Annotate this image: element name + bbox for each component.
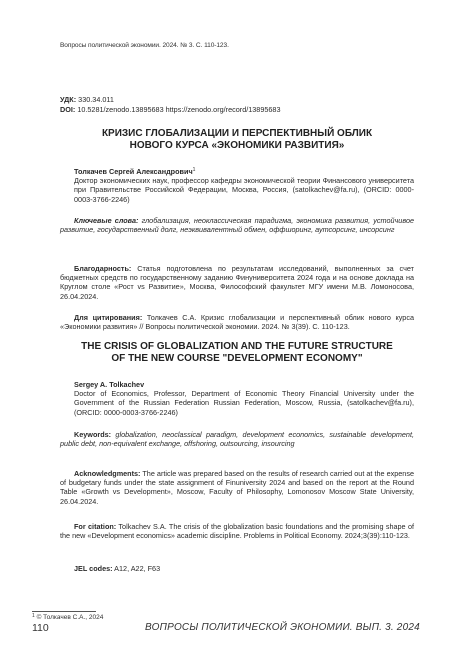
ru-author-name: Толкачев Сергей Александрович (74, 167, 193, 176)
ru-author-footnote-mark: 1 (192, 167, 196, 173)
en-keywords-label: Keywords: (74, 430, 112, 439)
doi-line (60, 105, 414, 114)
ru-keywords-label: Ключевые слова: (74, 216, 139, 225)
page-number: 110 (32, 622, 49, 634)
jel-text: A12, A22, F63 (112, 564, 161, 573)
en-citation (60, 522, 414, 540)
footnote (32, 614, 103, 621)
jel-label: JEL codes: (74, 564, 113, 573)
ru-title-line-1: КРИЗИС ГЛОБАЛИЗАЦИИ И ПЕРСПЕКТИВНЫЙ ОБЛИК (101, 128, 373, 139)
ru-keywords (60, 216, 414, 234)
en-cite-text: Tolkachev S.A. The crisis of the globalization basic foundations and the promising shape of the new «Development economics» academic discipline. Problems in Political Economy. 2024;3(39):110-123. (60, 522, 414, 541)
ru-keywords-text: глобализация, неоклассическая парадигма, экономика развития, устойчивое развитие, государственный долг, неэквивалентный обмен, оффшоринг, аутсорсинг, инсорсинг (60, 216, 415, 235)
en-ack-text: The article was prepared based on the results of research carried out at the expense of budgetary funds under the state assignment of Finuniversity 2024 and based on the report at the Round Table «Growth vs Development», Moscow, Faculty of Philosophy, Lomonosov Moscow State University, 26.04.2024. (60, 469, 414, 506)
en-author-name: Sergey A. Tolkachev (74, 380, 145, 389)
ru-cite-label: Для цитирования: (74, 313, 143, 322)
ru-ack-text: Статья подготовлена по результатам исследований, выполненных за счет бюджетных средств по государственному заданию Финуниверситета 2024 года и на основе доклада на Круглом столе «Рост vs Развитие», Москва, Философский факультет МГУ имени М.В. Ломоносова, 26.04.2024. (60, 264, 414, 301)
en-keywords-text: globalization, neoclassical paradigm, development economics, sustainable development, public debt, non-equivalent exchange, offshoring, outsourcing, insourcing (60, 430, 414, 449)
ru-title (60, 128, 414, 152)
en-title-line-2: OF THE NEW COURSE "DEVELOPMENT ECONOMY" (111, 353, 363, 365)
footnote-mark: 1 (32, 613, 35, 619)
ru-author-info: Доктор экономических наук, профессор кафедры экономической теории Финансового университета при Правительстве Российской Федерации, Москва, Россия, (satolkachev@fa.ru), (ORCID: 0000-0003-3766-2246) (74, 176, 414, 204)
en-title-line-1: THE CRISIS OF GLOBALIZATION AND THE FUTURE STRUCTURE (81, 341, 393, 352)
jel-codes (60, 564, 414, 573)
doi-label: DOI: (60, 105, 76, 114)
ru-author-block (74, 167, 414, 204)
udk-value: 330.34.011 (76, 95, 114, 104)
ru-title-line-2: НОВОГО КУРСА «ЭКОНОМИКИ РАЗВИТИЯ» (129, 140, 345, 152)
ru-acknowledgment (60, 264, 414, 301)
en-author-block (74, 380, 414, 417)
running-header: Вопросы политической экономии. 2024. № 3. С. 110-123. (60, 42, 229, 49)
udk-line (60, 95, 414, 104)
ru-citation (60, 313, 414, 331)
footnote-text: © Толкачев С.А., 2024 (34, 614, 104, 621)
ru-ack-label: Благодарность: (74, 264, 132, 273)
en-author-info: Doctor of Economics, Professor, Department of Economic Theory Financial University under the Government of the Russian Federation Russian Federation, Moscow, Russia, (satolkachev@fa.ru), (ORCID: 0000-0003-3766-2246) (74, 389, 414, 417)
udk-label: УДК: (60, 95, 77, 104)
en-acknowledgments (60, 469, 414, 506)
ru-cite-text: Толкачев С.А. Кризис глобализации и перспективный облик нового курса «Экономики развития» // Вопросы политической экономии. 2024. № 3(39). С. 110-123. (60, 313, 414, 332)
footnote-divider (32, 611, 96, 612)
en-keywords (60, 430, 414, 448)
en-title (60, 341, 414, 365)
journal-footer: ВОПРОСЫ ПОЛИТИЧЕСКОЙ ЭКОНОМИИ. ВЫП. 3. 2024 (145, 622, 420, 633)
doi-value: 10.5281/zenodo.13895683 https://zenodo.org/record/13895683 (75, 105, 281, 114)
en-ack-label: Acknowledgments: (74, 469, 141, 478)
en-cite-label: For citation: (74, 522, 117, 531)
